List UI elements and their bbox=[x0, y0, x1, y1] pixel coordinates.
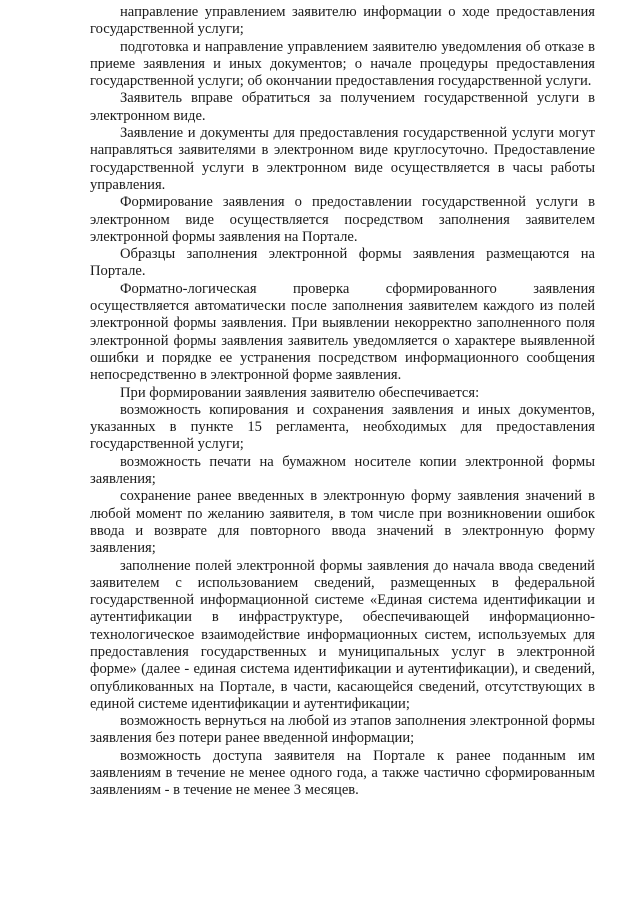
paragraph-return-step: возможность вернуться на любой из этапов заполнения электронной формы заявления без потери ранее введенной информации; bbox=[90, 713, 595, 747]
paragraph-status-info: направление управлением заявителю информации о ходе предоставления государственной услуги; bbox=[90, 4, 595, 38]
paragraph-refusal-notice: подготовка и направление управлением заявителю уведомления об отказе в приеме заявления и иных документов; о начале процедуры предоставления государственной услуги; об окончании предоставления государственной услуги. bbox=[90, 38, 595, 90]
document-page bbox=[90, 4, 595, 800]
paragraph-electronic-right: Заявитель вправе обратиться за получением государственной услуги в электронном виде. bbox=[90, 90, 595, 124]
paragraph-print: возможность печати на бумажном носителе копии электронной формы заявления; bbox=[90, 453, 595, 488]
paragraph-form-samples: Образцы заполнения электронной формы заявления размещаются на Портале. bbox=[90, 246, 595, 280]
paragraph-copy-save: возможность копирования и сохранения заявления и иных документов, указанных в пункте 15 регламента, необходимых для предоставления государственной услуги; bbox=[90, 401, 595, 453]
paragraph-access-history: возможность доступа заявителя на Портале к ранее поданным им заявлениям в течение не менее одного года, а также частично сформированным заявлениям - в течение не менее 3 месяцев. bbox=[90, 747, 595, 799]
paragraph-autofill-esia: заполнение полей электронной формы заявления до начала ввода сведений заявителем с использованием сведений, размещенных в федеральной государственной информационной системе «Единая система идентификации и аутентификации в инфраструктуре, обеспечивающей информационно-технологическое взаимодействие информационных систем, используемых для предоставления государственных и муниципальных услуг в электронной форме» (далее - единая система идентификации и аутентификации), и сведений, опубликованных на Портале, в части, касающейся сведений, отсутствующих в единой системе идентификации и аутентификации; bbox=[90, 557, 595, 712]
paragraph-form-filling: Формирование заявления о предоставлении государственной услуги в электронном виде осуществляется посредством заполнения заявителем электронной формы заявления на Портале. bbox=[90, 194, 595, 245]
paragraph-provisions-intro: При формировании заявления заявителю обеспечивается: bbox=[120, 384, 480, 401]
paragraph-submission-hours: Заявление и документы для предоставления государственной услуги могут направляться заявителями в электронном виде круглосуточно. Предоставление государственной услуги в электронном виде осуществляется в часы работы управления. bbox=[90, 125, 595, 193]
paragraph-format-check: Форматно-логическая проверка сформированного заявления осуществляется автоматически после заполнения заявителем каждого из полей электронной формы заявления. При выявлении некорректно заполненного поля электронной формы заявления заявитель уведомляется о характере выявленной ошибки и порядке ее устранения посредством информационного сообщения непосредственно в электронной форме заявления. bbox=[90, 280, 595, 384]
paragraph-save-values: сохранение ранее введенных в электронную форму заявления значений в любой момент по желанию заявителя, в том числе при возникновении ошибок ввода и возврате для повторного ввода значений в электронную форму заявления; bbox=[90, 488, 595, 557]
